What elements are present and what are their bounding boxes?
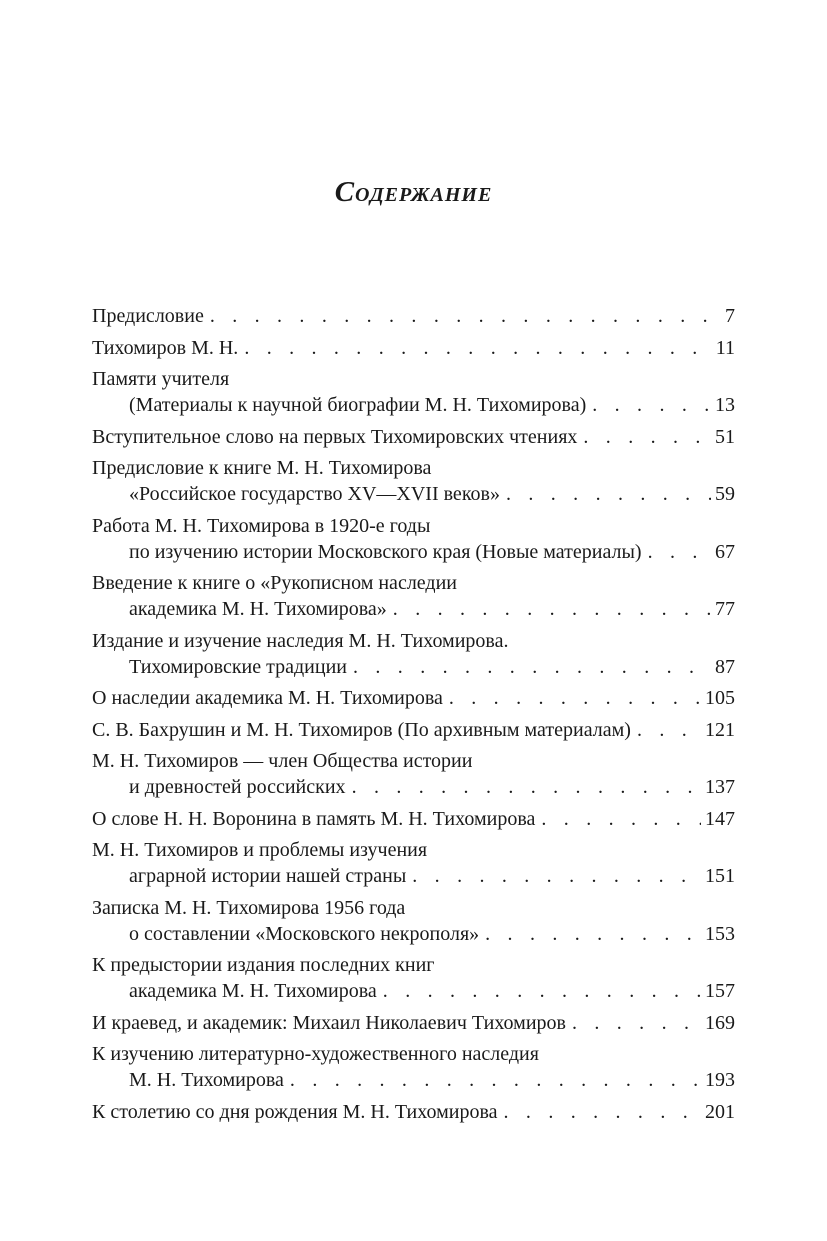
toc-entry-text: (Материалы к научной биографии М. Н. Тихомирова) (129, 394, 587, 416)
toc-page-number: 157 (705, 980, 735, 1002)
toc-entry-text: и древностей российских (129, 776, 346, 798)
toc-entry-title-line (92, 717, 735, 743)
toc-entry-title-line (92, 952, 735, 978)
toc-page-number: 87 (715, 655, 735, 678)
table-of-contents (92, 303, 735, 1130)
toc-page-number: 121 (705, 718, 735, 741)
dot-leader (648, 539, 711, 565)
toc-entry (92, 952, 735, 1004)
toc-entry-text: аграрной истории нашей страны (129, 865, 407, 887)
toc-entry-title-line (92, 366, 735, 392)
toc-entry-continuation-line (92, 774, 735, 800)
dot-leader (290, 1067, 701, 1093)
page-title: Содержание (334, 176, 493, 208)
dot-leader (583, 424, 711, 450)
dot-leader (572, 1010, 701, 1036)
toc-entry-continuation-line (92, 863, 735, 889)
toc-entry-text: М. Н. Тихомирова (129, 1069, 284, 1091)
toc-entry-title-line (92, 1041, 735, 1067)
toc-entry (92, 895, 735, 947)
toc-entry-text: М. Н. Тихомиров — член Общества истории (92, 750, 473, 772)
toc-entry-title-line (92, 303, 735, 329)
dot-leader (393, 596, 711, 622)
toc-entry (92, 1041, 735, 1093)
toc-entry-text: К столетию со дня рождения М. Н. Тихомирова (92, 1100, 498, 1123)
toc-entry (92, 303, 735, 329)
toc-entry-text: О наследии академика М. Н. Тихомирова (92, 687, 443, 709)
toc-entry-text: академика М. Н. Тихомирова (129, 980, 377, 1002)
toc-entry-text: Предисловие (92, 305, 204, 327)
toc-entry-title-line (92, 628, 735, 654)
dot-leader (353, 654, 711, 680)
toc-entry-continuation-line (92, 392, 735, 418)
toc-entry-continuation-line (92, 596, 735, 622)
toc-entry (92, 806, 735, 832)
toc-entry (92, 455, 735, 507)
toc-entry-continuation-line (92, 921, 735, 947)
toc-entry-text: Тихомировские традиции (129, 655, 347, 678)
toc-entry-text: Памяти учителя (92, 368, 230, 390)
dot-leader (449, 685, 701, 711)
toc-entry-text: о составлении «Московского некрополя» (129, 922, 480, 945)
toc-entry-text: К предыстории издания последних книг (92, 954, 435, 976)
toc-page-number: 11 (715, 336, 735, 359)
toc-entry-continuation-line (92, 978, 735, 1004)
toc-entry-title-line (92, 1099, 735, 1125)
toc-page-number: 105 (705, 687, 735, 709)
toc-page-number: 151 (705, 865, 735, 887)
toc-entry-title-line (92, 513, 735, 539)
toc-entry-text: С. В. Бахрушин и М. Н. Тихомиров (По архивным материалам) (92, 718, 631, 741)
toc-entry-text: И краевед, и академик: Михаил Николаевич Тихомиров (92, 1011, 566, 1034)
toc-entry-title-line (92, 685, 735, 711)
toc-entry-continuation-line (92, 654, 735, 680)
toc-entry (92, 424, 735, 450)
toc-entry-text: О слове Н. Н. Воронина в память М. Н. Тихомирова (92, 807, 536, 830)
toc-entry-title-line (92, 895, 735, 921)
toc-page-number: 201 (705, 1100, 735, 1123)
dot-leader (352, 774, 701, 800)
toc-entry (92, 1010, 735, 1036)
toc-entry (92, 628, 735, 680)
toc-entry-text: «Российское государство XV—XVII веков» (129, 483, 500, 505)
toc-page-number: 59 (715, 483, 735, 505)
toc-page-number: 51 (715, 425, 735, 448)
toc-entry-title-line (92, 837, 735, 863)
dot-leader (504, 1099, 701, 1125)
dot-leader (485, 921, 701, 947)
dot-leader (637, 717, 701, 743)
toc-page-number: 153 (705, 922, 735, 945)
dot-leader (244, 335, 711, 361)
toc-page-number: 13 (715, 394, 735, 416)
toc-page-number: 77 (715, 598, 735, 620)
toc-entry-title-line (92, 570, 735, 596)
toc-entry-text: академика М. Н. Тихомирова» (129, 598, 387, 620)
toc-entry (92, 513, 735, 565)
toc-page-number: 193 (705, 1069, 735, 1091)
toc-page-number: 67 (715, 540, 735, 563)
toc-entry (92, 366, 735, 418)
toc-entry (92, 717, 735, 743)
toc-entry-text: по изучению истории Московского края (Новые материалы) (129, 540, 642, 563)
toc-entry-continuation-line (92, 539, 735, 565)
toc-entry-text: Вступительное слово на первых Тихомировских чтениях (92, 425, 578, 448)
toc-entry-title-line (92, 1010, 735, 1036)
toc-entry-continuation-line (92, 481, 735, 507)
toc-entry (92, 570, 735, 622)
toc-entry (92, 748, 735, 800)
dot-leader (210, 303, 721, 329)
toc-page-number: 137 (705, 776, 735, 798)
toc-entry-title-line (92, 748, 735, 774)
toc-entry (92, 685, 735, 711)
toc-page-number: 147 (705, 807, 735, 830)
toc-entry-title-line (92, 806, 735, 832)
toc-entry-text: Издание и изучение наследия М. Н. Тихомирова. (92, 629, 509, 652)
dot-leader (592, 392, 711, 418)
toc-entry (92, 837, 735, 889)
toc-entry-text: Введение к книге о «Рукописном наследии (92, 572, 457, 594)
toc-entry-text: М. Н. Тихомиров и проблемы изучения (92, 839, 428, 861)
toc-entry (92, 1099, 735, 1125)
toc-entry-title-line (92, 424, 735, 450)
toc-entry-title-line (92, 455, 735, 481)
dot-leader (541, 806, 701, 832)
toc-page-number: 169 (705, 1011, 735, 1034)
toc-entry-text: Предисловие к книге М. Н. Тихомирова (92, 457, 432, 479)
dot-leader (506, 481, 711, 507)
toc-entry-text: Тихомиров М. Н. (92, 336, 239, 359)
toc-entry-text: Работа М. Н. Тихомирова в 1920-е годы (92, 514, 431, 537)
toc-entry-title-line (92, 335, 735, 361)
toc-entry-text: К изучению литературно-художественного наследия (92, 1043, 539, 1065)
toc-entry (92, 335, 735, 361)
dot-leader (412, 863, 701, 889)
toc-page-number: 7 (725, 305, 735, 327)
dot-leader (383, 978, 701, 1004)
toc-entry-continuation-line (92, 1067, 735, 1093)
toc-entry-text: Записка М. Н. Тихомирова 1956 года (92, 896, 406, 919)
